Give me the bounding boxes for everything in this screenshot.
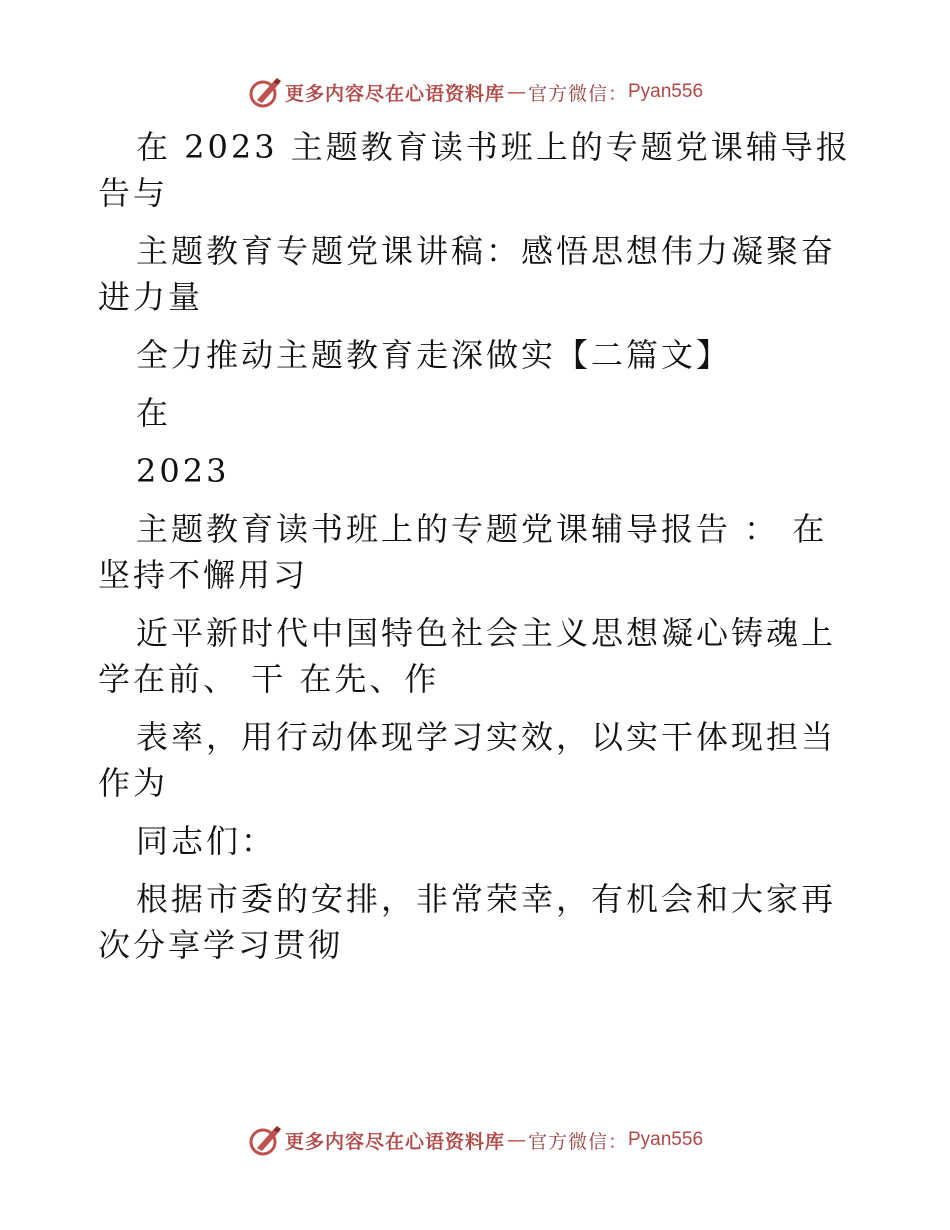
watermark-main-text: 更多内容尽在心语资料库 xyxy=(284,82,505,105)
watermark-main-text: 更多内容尽在心语资料库 xyxy=(284,1130,505,1153)
document-body xyxy=(98,124,858,980)
paragraph-4: 在 xyxy=(136,394,172,432)
paragraph-7: 近平新时代中国特色社会主义思想凝心铸魂上学在前、 干 在先、作 xyxy=(98,614,837,698)
footer-watermark xyxy=(0,1120,950,1160)
watermark-dash: — xyxy=(506,1129,526,1151)
watermark-wechat-id: Pyan556 xyxy=(628,1129,704,1150)
paragraph-title-1: 在 2023 主题教育读书班上的专题党课辅导报告与 xyxy=(98,128,851,212)
pen-logo-icon xyxy=(247,1122,283,1158)
watermark-wechat-label: 官方微信： xyxy=(527,82,628,105)
header-watermark xyxy=(0,72,950,112)
paragraph-5: 2023 xyxy=(136,452,230,490)
watermark-wechat-label: 官方微信： xyxy=(527,1130,628,1153)
watermark-wechat-id: Pyan556 xyxy=(628,81,704,102)
pen-logo-icon xyxy=(247,74,283,110)
paragraph-8: 表率，用行动体现学习实效，以实干体现担当作为 xyxy=(98,718,837,802)
paragraph-10: 根据市委的安排，非常荣幸，有机会和大家再次分享学习贯彻 xyxy=(98,880,837,964)
paragraph-6: 主题教育读书班上的专题党课辅导报告 ： 在坚持不懈用习 xyxy=(98,510,828,594)
watermark-dash: — xyxy=(506,81,526,103)
paragraph-salutation: 同志们： xyxy=(136,822,277,860)
paragraph-title-3: 全力推动主题教育走深做实【二篇文】 xyxy=(136,336,732,374)
paragraph-title-2: 主题教育专题党课讲稿：感悟思想伟力凝聚奋进力量 xyxy=(98,232,837,316)
